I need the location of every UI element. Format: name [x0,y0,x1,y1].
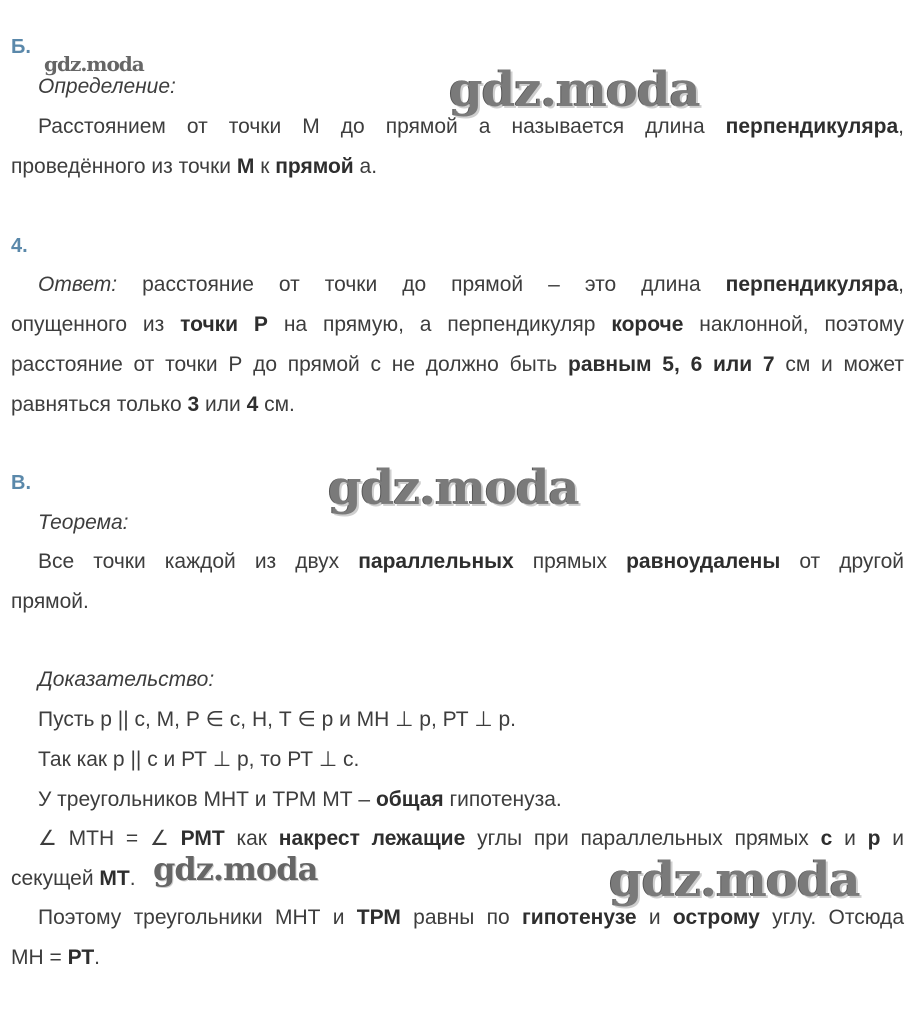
text-run: как [224,827,279,850]
text-run: углы при параллельных прямых [465,827,821,850]
bold-term: общая [375,788,444,811]
definition-label: Определение: [38,75,176,98]
text-run: У треугольников МНТ и ТРМ МТ – [38,788,376,811]
text-run: и [636,906,673,929]
proof-text-line [38,700,904,740]
text-run: секущей [11,867,100,890]
answer-text-line [11,345,904,385]
bold-term: острому [672,906,760,929]
text-run: Пусть р || с, М, Р ∈ с, Н, Т ∈ р и МН ⊥ р, РТ ⊥ р. [38,708,517,731]
bold-term: РМТ [180,827,225,850]
answer-text-line [11,385,904,425]
answer-text-line [38,265,904,305]
watermark-logo: gdz.moda [609,852,860,908]
watermark-logo: gdz.moda [449,62,700,118]
bold-term: перпендикуляра [725,273,899,296]
text-run: , [898,273,904,296]
bold-term: 3 [187,393,200,416]
text-run: прямых [513,550,627,573]
bold-term: равным 5, 6 или 7 [568,353,775,376]
bold-term: короче [611,313,684,336]
text-run: гипотенуза. [443,788,562,811]
bold-term: ТРМ [356,906,401,929]
bold-term: накрест лежащие [278,827,466,850]
text-run: . [94,946,100,969]
theorem-text-line [38,542,904,582]
bold-term: перпендикуляра [725,115,899,138]
proof-text-line [38,780,904,820]
text-run: опущенного из [11,313,181,336]
text-run: Поэтому треугольники МНТ и [38,906,357,929]
text-run: или [199,393,247,416]
bold-term: точки Р [180,313,268,336]
text-run: расстояние от точки Р до прямой с не должно быть [11,353,568,376]
definition-text-line [11,147,904,187]
bold-term: с [820,827,833,850]
section-heading-v: В. [11,472,31,494]
section-heading-4: 4. [11,235,28,257]
watermark-logo: gdz.moda [153,850,318,888]
text-run: Все точки каждой из двух [38,550,359,573]
text-run: . [129,867,136,890]
text-run: Расстоянием от точки М до прямой а называется длина [38,115,726,138]
theorem-text-line [11,582,904,622]
text-run: ∠ МТН = ∠ [38,827,181,850]
proof-label: Доказательство: [38,668,215,691]
section-heading-b: Б. [11,36,31,58]
text-run: равняться только [11,393,188,416]
bold-term: М [236,155,255,178]
italic-label: Ответ: [38,273,118,296]
theorem-label: Теорема: [38,511,129,534]
watermark-logo: gdz.moda [328,460,579,516]
proof-text-line [38,740,904,780]
bold-term: 4 [246,393,259,416]
text-run: на прямую, а перпендикуляр [267,313,612,336]
text-run: проведённого из точки [11,155,237,178]
bold-term: параллельных [358,550,514,573]
bold-term: РТ [67,946,95,969]
text-run: МН = [11,946,68,969]
text-run: , [898,115,904,138]
text-run: см. [258,393,295,416]
bold-term: р [867,827,881,850]
proof-text-line [38,898,904,938]
bold-term: гипотенузе [522,906,637,929]
text-run: и [832,827,868,850]
bold-term: МТ [99,867,130,890]
watermark-logo: gdz.moda [44,52,144,76]
text-run: наклонной, поэтому [683,313,905,336]
text-run: прямой. [11,590,89,613]
text-run: см и может [774,353,904,376]
definition-text-line [38,107,904,147]
text-run: Так как р || с и РТ ⊥ р, то РТ ⊥ с. [38,748,360,771]
text-run: от другой [780,550,905,573]
bold-term: прямой [275,155,354,178]
proof-text-line [11,938,904,978]
text-run: а. [353,155,378,178]
text-run: равны по [400,906,523,929]
text-run: расстояние от точки до прямой – это длина [117,273,726,296]
bold-term: равноудалены [626,550,781,573]
text-run: к [254,155,276,178]
text-run: углу. Отсюда [759,906,904,929]
answer-text-line [11,305,904,345]
text-run: и [880,827,905,850]
